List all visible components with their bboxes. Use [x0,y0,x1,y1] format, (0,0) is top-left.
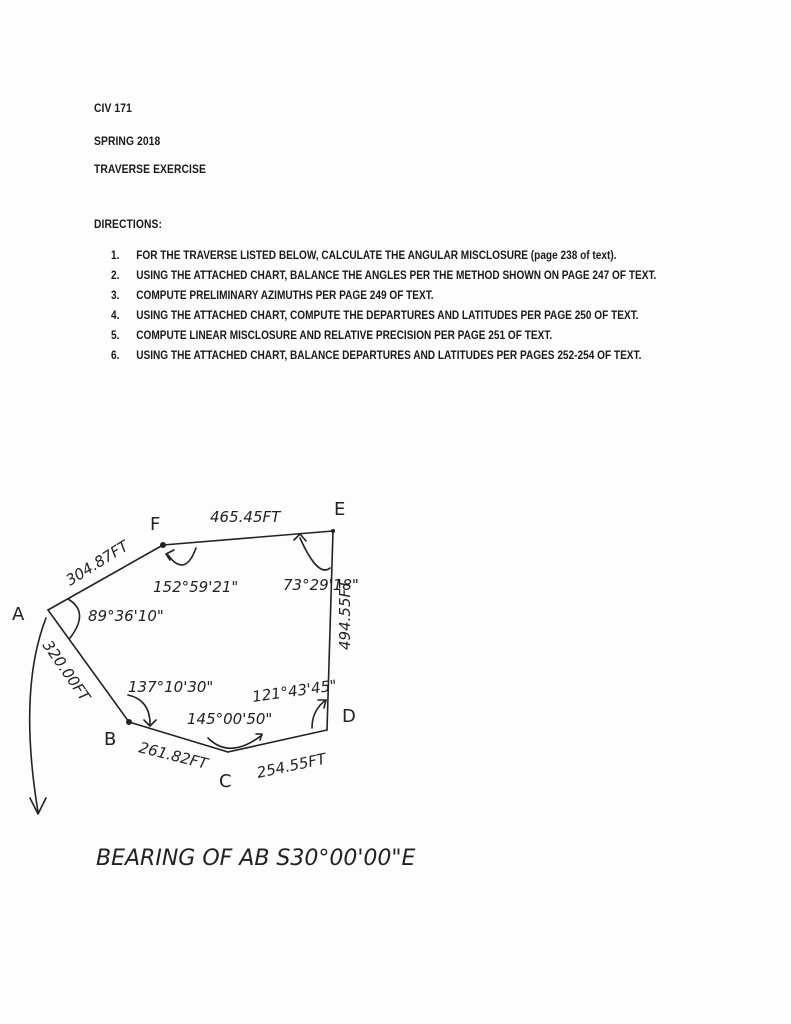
bearing-note: BEARING OF AB S30°00'00"E [96,846,416,871]
angle-c: 145°00'50" [187,710,273,728]
line-ed [327,531,333,730]
direction-item: 3. COMPUTE PRELIMINARY AZIMUTHS PER PAGE 249 OF TEXT. [111,288,434,302]
distance-bc: 261.82FT [137,738,210,773]
station-b-dot [126,719,132,725]
angle-d: 121°43'45" [251,676,339,706]
angle-arc-b [128,695,150,724]
direction-item: 6. USING THE ATTACHED CHART, BALANCE DEPARTURES AND LATITUDES PER PAGES 252-254 OF TEXT. [111,348,642,362]
distance-fe: 465.45FT [210,508,281,526]
angle-arc-e [300,538,330,570]
distance-ab: 320.00FT [38,636,94,705]
station-e-dot [331,529,335,533]
distance-af: 304.87FT [62,536,132,590]
angle-arc-a [68,599,80,638]
line-fe [163,531,333,545]
point-label-f: F [150,514,161,535]
point-label-e: E [334,499,346,520]
course-code: CIV 171 [94,101,132,115]
direction-item: 2. USING THE ATTACHED CHART, BALANCE THE ANGLES PER THE METHOD SHOWN ON PAGE 247 OF TEXT. [111,268,657,282]
station-f-dot [160,542,166,548]
angle-b: 137°10'30" [128,678,214,696]
line-dc [228,730,327,752]
point-label-d: D [342,706,356,727]
direction-item: 1. FOR THE TRAVERSE LISTED BELOW, CALCULATE THE ANGULAR MISCLOSURE (page 238 of text). [111,248,617,262]
directions-heading: DIRECTIONS: [94,217,163,231]
point-label-b: B [104,729,117,750]
distance-ed: 494.55FT [336,579,354,650]
angle-arc-d [312,700,326,728]
direction-item: 5. COMPUTE LINEAR MISCLOSURE AND RELATIVE PRECISION PER PAGE 251 OF TEXT. [111,328,553,342]
angle-e: 73°29'18" [283,576,359,594]
angle-a: 89°36'10" [88,607,164,625]
angle-f: 152°59'21" [153,578,239,596]
point-label-c: C [219,771,232,792]
point-label-a: A [12,604,25,625]
exercise-title: TRAVERSE EXERCISE [94,162,206,176]
direction-item: 4. USING THE ATTACHED CHART, COMPUTE THE DEPARTURES AND LATITUDES PER PAGE 250 OF TEXT. [111,308,639,322]
term: SPRING 2018 [94,134,161,148]
distance-cd: 254.55FT [255,749,328,782]
